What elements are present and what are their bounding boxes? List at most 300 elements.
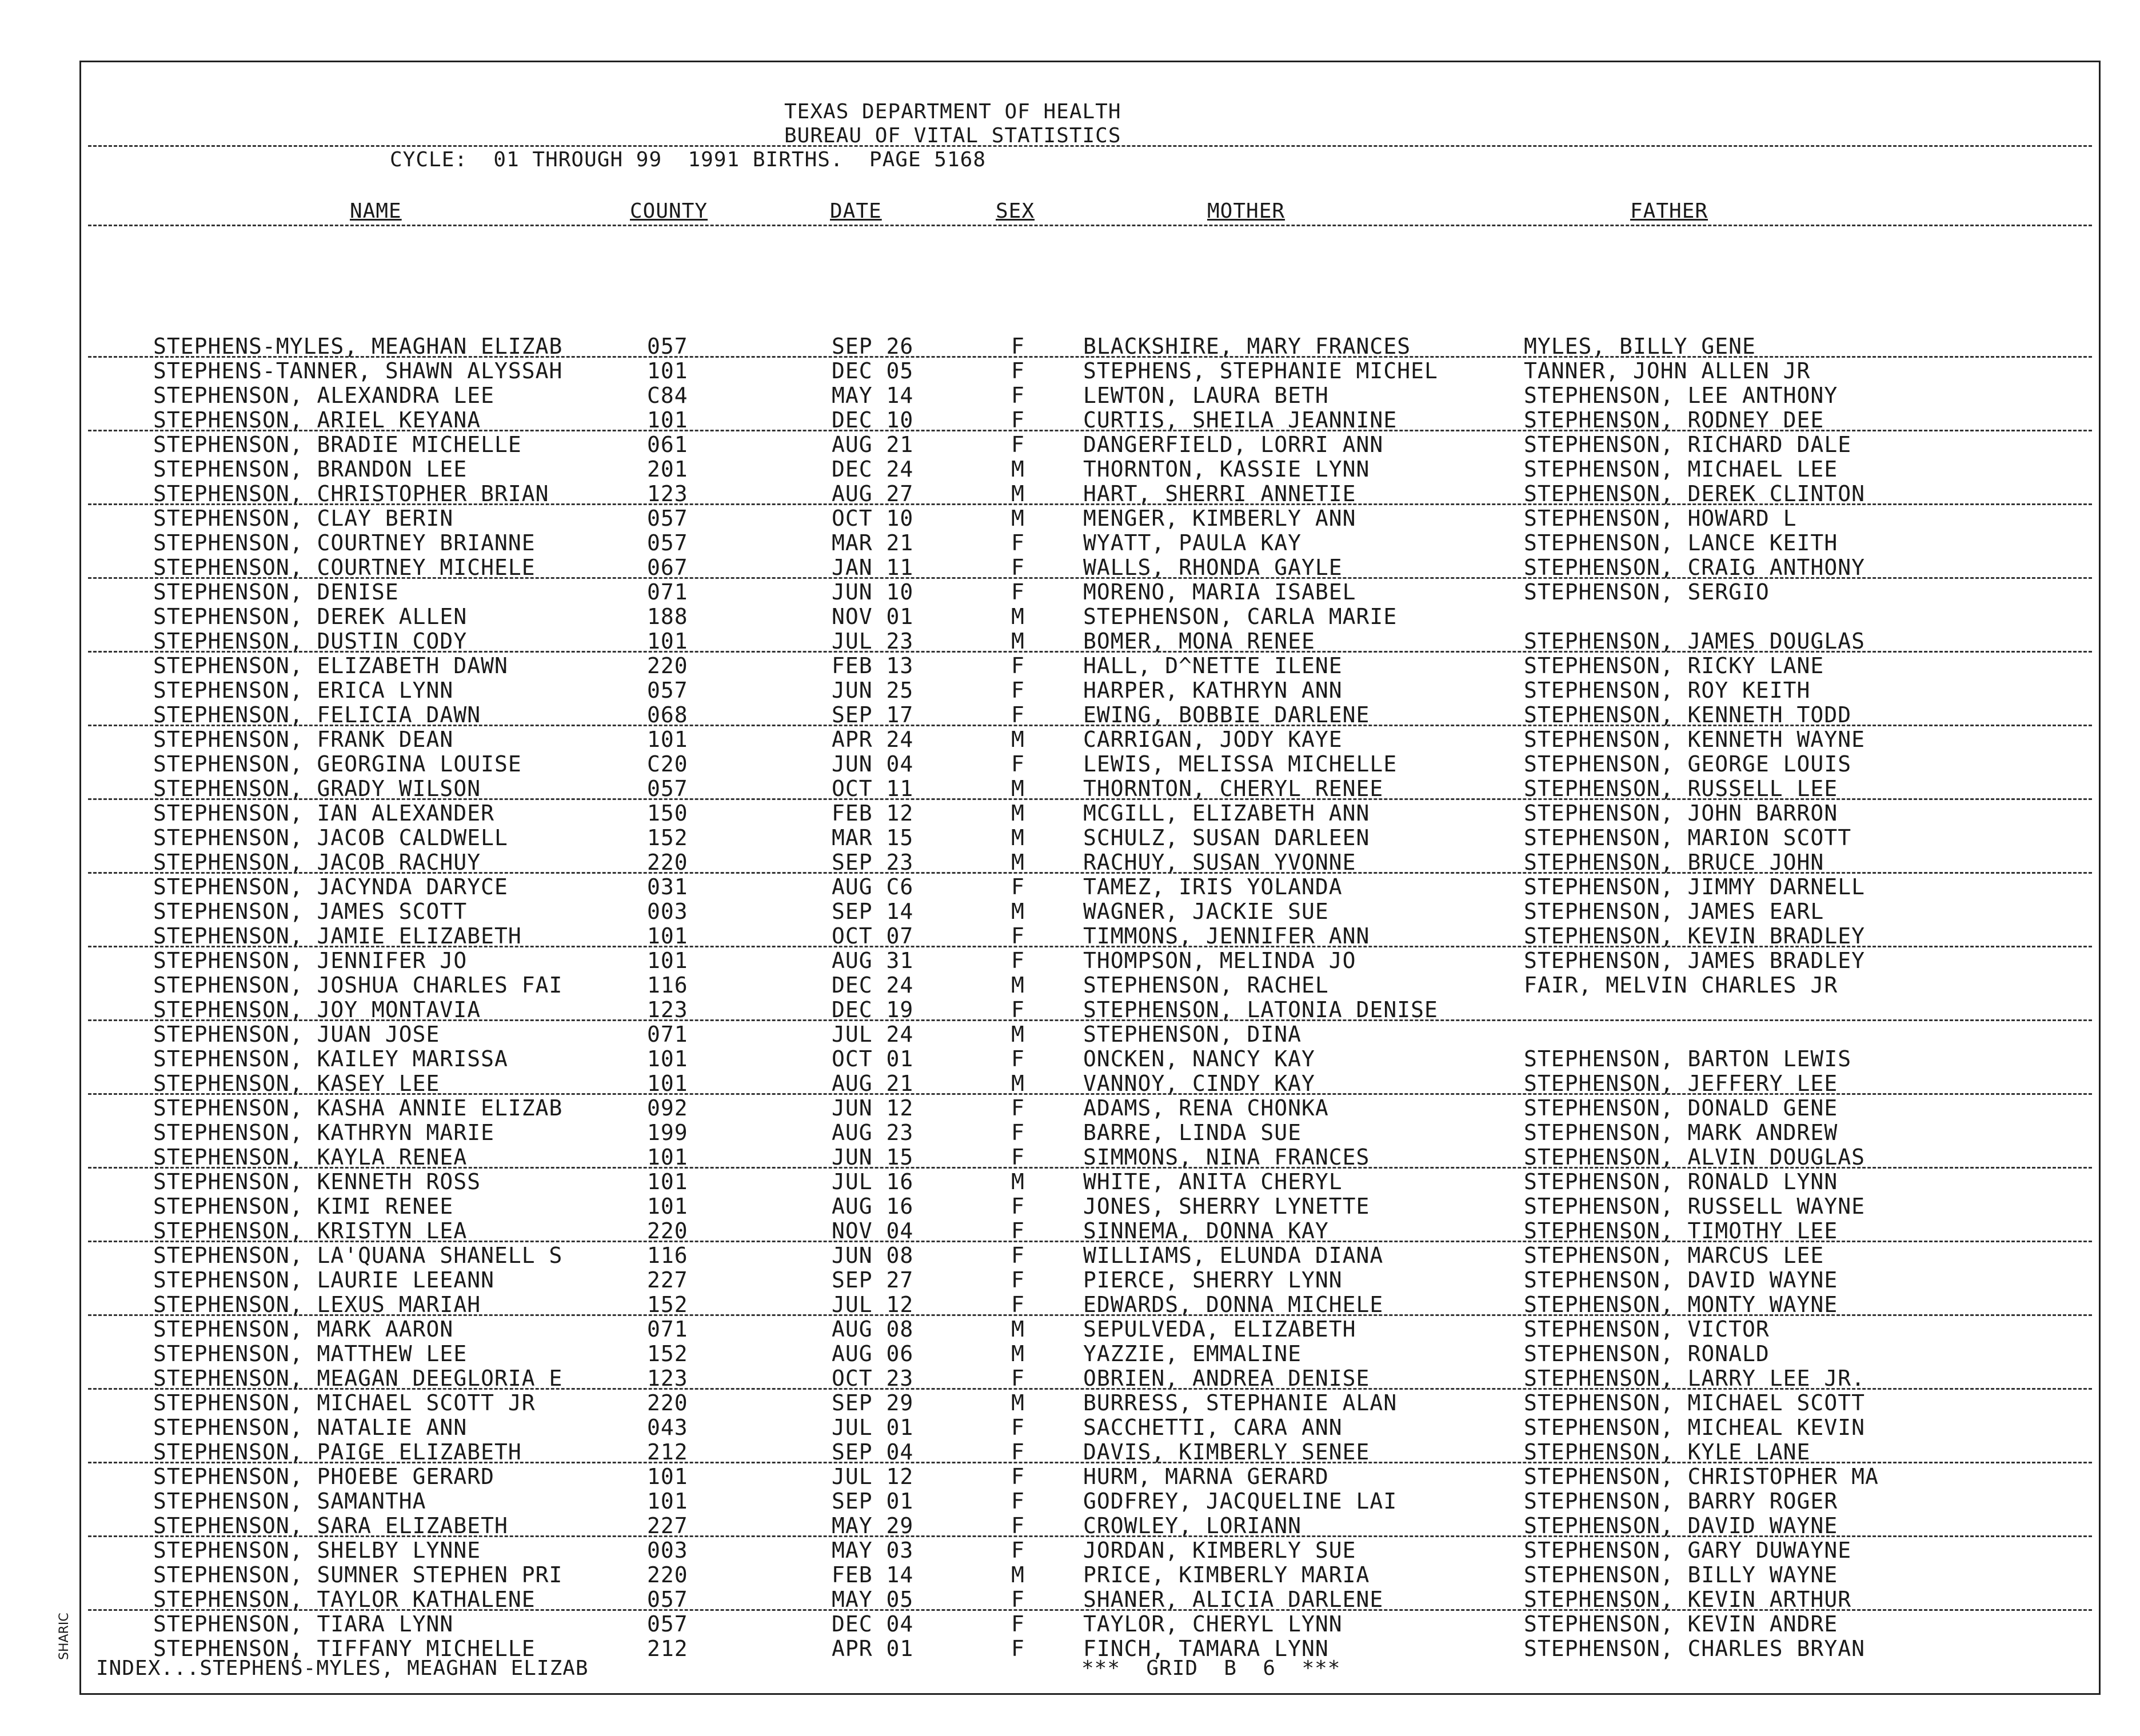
cell-date: JUN 25 bbox=[832, 678, 914, 703]
cell-county: 071 bbox=[647, 579, 688, 605]
cell-name: STEPHENSON, ERICA LYNN bbox=[153, 678, 454, 703]
cell-sex: F bbox=[1011, 1489, 1025, 1514]
cell-father: STEPHENSON, MARK ANDREW bbox=[1524, 1120, 1838, 1145]
cell-father: STEPHENSON, TIMOTHY LEE bbox=[1524, 1218, 1838, 1243]
cell-name: STEPHENSON, KAILEY MARISSA bbox=[153, 1046, 508, 1071]
cell-father: STEPHENSON, DAVID WAYNE bbox=[1524, 1267, 1838, 1293]
cell-sex: F bbox=[1011, 1243, 1025, 1268]
cell-county: 220 bbox=[647, 1390, 688, 1415]
column-header-father: FATHER bbox=[1630, 199, 1708, 223]
cell-name: STEPHENSON, KASEY LEE bbox=[153, 1071, 440, 1096]
cell-father: STEPHENSON, JAMES DOUGLAS bbox=[1524, 629, 1865, 654]
cell-mother: WHITE, ANITA CHERYL bbox=[1083, 1169, 1343, 1194]
cell-county: 101 bbox=[647, 1071, 688, 1096]
cell-father: STEPHENSON, LANCE KEITH bbox=[1524, 530, 1838, 555]
cell-name: STEPHENSON, ALEXANDRA LEE bbox=[153, 383, 494, 408]
cell-sex: F bbox=[1011, 751, 1025, 777]
cell-name: STEPHENSON, DEREK ALLEN bbox=[153, 604, 468, 629]
cell-mother: EWING, BOBBIE DARLENE bbox=[1083, 702, 1370, 727]
cell-date: DEC 05 bbox=[832, 358, 914, 383]
table-row bbox=[81, 899, 2099, 924]
table-row bbox=[81, 433, 2099, 457]
cell-name: STEPHENSON, COURTNEY MICHELE bbox=[153, 555, 536, 580]
table-row bbox=[81, 1022, 2099, 1047]
table-row bbox=[81, 1317, 2099, 1342]
table-row bbox=[81, 629, 2099, 654]
cell-date: MAY 03 bbox=[832, 1538, 914, 1563]
table-row bbox=[81, 531, 2099, 555]
cell-father: STEPHENSON, MICHEAL KEVIN bbox=[1524, 1415, 1865, 1440]
cell-father: STEPHENSON, JIMMY DARNELL bbox=[1524, 874, 1865, 899]
cell-county: 101 bbox=[647, 358, 688, 383]
cell-father: STEPHENSON, CRAIG ANTHONY bbox=[1524, 555, 1865, 580]
report-subtitle: BUREAU OF VITAL STATISTICS bbox=[784, 124, 1121, 147]
cell-father: STEPHENSON, RONALD bbox=[1524, 1341, 1770, 1366]
cell-name: STEPHENSON, BRADIE MICHELLE bbox=[153, 432, 522, 457]
cell-mother: WAGNER, JACKIE SUE bbox=[1083, 899, 1329, 924]
cell-father: STEPHENSON, JAMES EARL bbox=[1524, 899, 1824, 924]
cell-name: STEPHENSON, TIFFANY MICHELLE bbox=[153, 1636, 536, 1661]
cell-father: STEPHENSON, BILLY WAYNE bbox=[1524, 1562, 1838, 1587]
cell-mother: SIMMONS, NINA FRANCES bbox=[1083, 1145, 1370, 1170]
cell-date: JUL 01 bbox=[832, 1415, 914, 1440]
cell-sex: F bbox=[1011, 407, 1025, 433]
cell-father: STEPHENSON, LARRY LEE JR. bbox=[1524, 1366, 1865, 1391]
cell-name: STEPHENSON, MICHAEL SCOTT JR bbox=[153, 1390, 536, 1415]
cell-sex: F bbox=[1011, 334, 1025, 359]
table-row bbox=[81, 703, 2099, 727]
cell-name: STEPHENSON, SHELBY LYNNE bbox=[153, 1538, 481, 1563]
cell-county: 031 bbox=[647, 874, 688, 899]
cell-mother: HARPER, KATHRYN ANN bbox=[1083, 678, 1343, 703]
table-row bbox=[81, 580, 2099, 605]
cell-father: STEPHENSON, GEORGE LOUIS bbox=[1524, 751, 1852, 777]
table-row bbox=[81, 1170, 2099, 1194]
table-row bbox=[81, 457, 2099, 482]
cell-mother: STEPHENS, STEPHANIE MICHEL bbox=[1083, 358, 1438, 383]
cell-mother: MORENO, MARIA ISABEL bbox=[1083, 579, 1356, 605]
cell-date: DEC 10 bbox=[832, 407, 914, 433]
cell-mother: TAMEZ, IRIS YOLANDA bbox=[1083, 874, 1343, 899]
cell-name: STEPHENSON, NATALIE ANN bbox=[153, 1415, 468, 1440]
cell-sex: F bbox=[1011, 1636, 1025, 1661]
cell-sex: M bbox=[1011, 629, 1025, 654]
cell-sex: F bbox=[1011, 555, 1025, 580]
cell-date: AUG 06 bbox=[832, 1341, 914, 1366]
table-row bbox=[81, 1268, 2099, 1293]
cell-father: TANNER, JOHN ALLEN JR bbox=[1524, 358, 1811, 383]
cell-county: 101 bbox=[647, 407, 688, 433]
cell-father: STEPHENSON, RUSSELL LEE bbox=[1524, 776, 1838, 801]
cell-date: NOV 04 bbox=[832, 1218, 914, 1243]
cell-sex: F bbox=[1011, 383, 1025, 408]
cell-mother: BLACKSHIRE, MARY FRANCES bbox=[1083, 334, 1411, 359]
cell-county: 101 bbox=[647, 1169, 688, 1194]
cell-mother: THORNTON, CHERYL RENEE bbox=[1083, 776, 1384, 801]
table-row bbox=[81, 1293, 2099, 1317]
cell-county: 101 bbox=[647, 1046, 688, 1071]
cell-sex: F bbox=[1011, 579, 1025, 605]
cell-date: MAY 05 bbox=[832, 1587, 914, 1612]
table-row bbox=[81, 1440, 2099, 1465]
table-row bbox=[81, 482, 2099, 506]
cell-county: 152 bbox=[647, 1292, 688, 1317]
table-row bbox=[81, 1415, 2099, 1440]
cell-father: MYLES, BILLY GENE bbox=[1524, 334, 1756, 359]
cell-county: 071 bbox=[647, 1317, 688, 1342]
cell-name: STEPHENSON, KRISTYN LEA bbox=[153, 1218, 468, 1243]
cell-date: JUN 08 bbox=[832, 1243, 914, 1268]
cell-father: STEPHENSON, BARRY ROGER bbox=[1524, 1489, 1838, 1514]
cell-name: STEPHENSON, TAYLOR KATHALENE bbox=[153, 1587, 536, 1612]
cell-county: 092 bbox=[647, 1095, 688, 1121]
table-row bbox=[81, 359, 2099, 383]
cell-mother: YAZZIE, EMMALINE bbox=[1083, 1341, 1302, 1366]
cell-date: SEP 23 bbox=[832, 850, 914, 875]
side-mark: SHARIC bbox=[57, 1613, 71, 1660]
cell-date: JUL 12 bbox=[832, 1292, 914, 1317]
cell-name: STEPHENSON, SUMNER STEPHEN PRI bbox=[153, 1562, 563, 1587]
cell-name: STEPHENSON, FRANK DEAN bbox=[153, 727, 454, 752]
table-row bbox=[81, 408, 2099, 433]
cell-county: 201 bbox=[647, 457, 688, 482]
cell-county: 057 bbox=[647, 776, 688, 801]
cell-name: STEPHENSON, KIMI RENEE bbox=[153, 1194, 454, 1219]
cell-name: STEPHENSON, MATTHEW LEE bbox=[153, 1341, 468, 1366]
cell-date: SEP 26 bbox=[832, 334, 914, 359]
column-header-county: COUNTY bbox=[630, 199, 708, 223]
cell-mother: ADAMS, RENA CHONKA bbox=[1083, 1095, 1329, 1121]
cell-date: JUL 12 bbox=[832, 1464, 914, 1489]
cell-sex: F bbox=[1011, 358, 1025, 383]
cell-name: STEPHENSON, JOY MONTAVIA bbox=[153, 997, 481, 1022]
cell-date: OCT 23 bbox=[832, 1366, 914, 1391]
cell-mother: MENGER, KIMBERLY ANN bbox=[1083, 506, 1356, 531]
cell-county: 123 bbox=[647, 481, 688, 506]
cell-sex: F bbox=[1011, 923, 1025, 949]
cell-name: STEPHENSON, JACOB RACHUY bbox=[153, 850, 481, 875]
cell-date: JUN 15 bbox=[832, 1145, 914, 1170]
cell-county: 068 bbox=[647, 702, 688, 727]
cell-mother: BARRE, LINDA SUE bbox=[1083, 1120, 1302, 1145]
table-row bbox=[81, 1047, 2099, 1071]
cell-sex: F bbox=[1011, 678, 1025, 703]
cell-mother: STEPHENSON, RACHEL bbox=[1083, 973, 1329, 998]
cell-name: STEPHENSON, LAURIE LEEANN bbox=[153, 1267, 494, 1293]
cell-mother: GODFREY, JACQUELINE LAI bbox=[1083, 1489, 1398, 1514]
cell-name: STEPHENSON, KASHA ANNIE ELIZAB bbox=[153, 1095, 563, 1121]
table-row bbox=[81, 383, 2099, 408]
cell-county: 123 bbox=[647, 1366, 688, 1391]
cell-father: STEPHENSON, RODNEY DEE bbox=[1524, 407, 1824, 433]
table-row bbox=[81, 334, 2099, 359]
cell-date: FEB 14 bbox=[832, 1562, 914, 1587]
cell-county: 116 bbox=[647, 973, 688, 998]
cell-mother: SHANER, ALICIA DARLENE bbox=[1083, 1587, 1384, 1612]
cell-sex: M bbox=[1011, 899, 1025, 924]
cell-sex: F bbox=[1011, 1120, 1025, 1145]
table-row bbox=[81, 1538, 2099, 1563]
cell-mother: TAYLOR, CHERYL LYNN bbox=[1083, 1611, 1343, 1637]
table-row bbox=[81, 1489, 2099, 1514]
cell-mother: SCHULZ, SUSAN DARLEEN bbox=[1083, 825, 1370, 850]
cell-sex: F bbox=[1011, 1538, 1025, 1563]
cell-father: STEPHENSON, VICTOR bbox=[1524, 1317, 1770, 1342]
cell-date: JAN 11 bbox=[832, 555, 914, 580]
table-row bbox=[81, 1071, 2099, 1096]
cell-sex: M bbox=[1011, 506, 1025, 531]
cell-county: 116 bbox=[647, 1243, 688, 1268]
cell-father: STEPHENSON, MONTY WAYNE bbox=[1524, 1292, 1838, 1317]
cell-father: STEPHENSON, ROY KEITH bbox=[1524, 678, 1811, 703]
report-frame bbox=[79, 61, 2101, 1695]
cell-name: STEPHENSON, TIARA LYNN bbox=[153, 1611, 454, 1637]
cell-name: STEPHENSON, COURTNEY BRIANNE bbox=[153, 530, 536, 555]
cell-mother: ONCKEN, NANCY KAY bbox=[1083, 1046, 1315, 1071]
cell-date: SEP 04 bbox=[832, 1439, 914, 1465]
cell-father: STEPHENSON, BRUCE JOHN bbox=[1524, 850, 1824, 875]
cell-mother: STEPHENSON, CARLA MARIE bbox=[1083, 604, 1398, 629]
cell-county: 101 bbox=[647, 629, 688, 654]
cell-father: FAIR, MELVIN CHARLES JR bbox=[1524, 973, 1838, 998]
birth-records-table bbox=[81, 334, 2099, 1661]
cell-county: 057 bbox=[647, 334, 688, 359]
cell-date: FEB 13 bbox=[832, 653, 914, 678]
cell-mother: SINNEMA, DONNA KAY bbox=[1083, 1218, 1329, 1243]
cell-father: STEPHENSON, KEVIN ARTHUR bbox=[1524, 1587, 1852, 1612]
cell-date: SEP 17 bbox=[832, 702, 914, 727]
cell-father: STEPHENSON, KYLE LANE bbox=[1524, 1439, 1811, 1465]
table-row bbox=[81, 998, 2099, 1022]
cell-date: AUG 27 bbox=[832, 481, 914, 506]
cell-mother: BURRESS, STEPHANIE ALAN bbox=[1083, 1390, 1398, 1415]
table-row bbox=[81, 678, 2099, 703]
cell-sex: F bbox=[1011, 1513, 1025, 1538]
cell-mother: LEWIS, MELISSA MICHELLE bbox=[1083, 751, 1398, 777]
cell-name: STEPHENS-TANNER, SHAWN ALYSSAH bbox=[153, 358, 563, 383]
table-row bbox=[81, 1514, 2099, 1538]
cell-date: FEB 12 bbox=[832, 801, 914, 826]
cell-name: STEPHENSON, BRANDON LEE bbox=[153, 457, 468, 482]
report-title: TEXAS DEPARTMENT OF HEALTH bbox=[784, 100, 1121, 123]
cell-sex: M bbox=[1011, 1169, 1025, 1194]
cell-sex: F bbox=[1011, 1611, 1025, 1637]
cell-county: 057 bbox=[647, 530, 688, 555]
column-header-sex: SEX bbox=[996, 199, 1035, 223]
table-row bbox=[81, 924, 2099, 949]
table-row bbox=[81, 875, 2099, 899]
cell-father: STEPHENSON, KEVIN BRADLEY bbox=[1524, 923, 1865, 949]
cell-county: 152 bbox=[647, 1341, 688, 1366]
cell-father: STEPHENSON, RICKY LANE bbox=[1524, 653, 1824, 678]
table-row bbox=[81, 1342, 2099, 1366]
cell-date: AUG 21 bbox=[832, 432, 914, 457]
cell-date: MAR 15 bbox=[832, 825, 914, 850]
cell-sex: F bbox=[1011, 1046, 1025, 1071]
cell-sex: M bbox=[1011, 1341, 1025, 1366]
table-row bbox=[81, 555, 2099, 580]
table-row bbox=[81, 1587, 2099, 1612]
cell-date: SEP 29 bbox=[832, 1390, 914, 1415]
cell-county: 057 bbox=[647, 1611, 688, 1637]
table-row bbox=[81, 1563, 2099, 1587]
cell-sex: M bbox=[1011, 1071, 1025, 1096]
cell-father: STEPHENSON, MARCUS LEE bbox=[1524, 1243, 1824, 1268]
cell-date: APR 01 bbox=[832, 1636, 914, 1661]
cell-sex: F bbox=[1011, 948, 1025, 973]
cell-sex: M bbox=[1011, 801, 1025, 826]
cell-sex: F bbox=[1011, 1095, 1025, 1121]
cell-mother: FINCH, TAMARA LYNN bbox=[1083, 1636, 1329, 1661]
cell-county: 057 bbox=[647, 506, 688, 531]
cell-mother: MCGILL, ELIZABETH ANN bbox=[1083, 801, 1370, 826]
cell-county: 101 bbox=[647, 1145, 688, 1170]
cell-name: STEPHENSON, CLAY BERIN bbox=[153, 506, 454, 531]
table-row bbox=[81, 1194, 2099, 1219]
cell-name: STEPHENSON, DENISE bbox=[153, 579, 399, 605]
cell-sex: F bbox=[1011, 702, 1025, 727]
table-row bbox=[81, 777, 2099, 801]
table-row bbox=[81, 1219, 2099, 1243]
cell-date: SEP 01 bbox=[832, 1489, 914, 1514]
cell-father: STEPHENSON, GARY DUWAYNE bbox=[1524, 1538, 1852, 1563]
cell-name: STEPHENSON, GEORGINA LOUISE bbox=[153, 751, 522, 777]
cell-name: STEPHENSON, KAYLA RENEA bbox=[153, 1145, 468, 1170]
cell-name: STEPHENSON, ELIZABETH DAWN bbox=[153, 653, 508, 678]
table-row bbox=[81, 1465, 2099, 1489]
cell-father: STEPHENSON, MARION SCOTT bbox=[1524, 825, 1852, 850]
cell-mother: WYATT, PAULA KAY bbox=[1083, 530, 1302, 555]
cell-mother: CROWLEY, LORIANN bbox=[1083, 1513, 1302, 1538]
cell-sex: M bbox=[1011, 604, 1025, 629]
cell-father: STEPHENSON, KENNETH WAYNE bbox=[1524, 727, 1865, 752]
table-row bbox=[81, 1096, 2099, 1121]
cell-mother: JORDAN, KIMBERLY SUE bbox=[1083, 1538, 1356, 1563]
cell-mother: LEWTON, LAURA BETH bbox=[1083, 383, 1329, 408]
cell-name: STEPHENSON, LEXUS MARIAH bbox=[153, 1292, 481, 1317]
cell-county: 003 bbox=[647, 899, 688, 924]
table-row bbox=[81, 727, 2099, 752]
cell-sex: M bbox=[1011, 1562, 1025, 1587]
cell-mother: DAVIS, KIMBERLY SENEE bbox=[1083, 1439, 1370, 1465]
cell-mother: DANGERFIELD, LORRI ANN bbox=[1083, 432, 1384, 457]
cell-mother: HALL, D^NETTE ILENE bbox=[1083, 653, 1343, 678]
table-row bbox=[81, 1391, 2099, 1415]
cell-county: 220 bbox=[647, 1562, 688, 1587]
cell-name: STEPHENSON, GRADY WILSON bbox=[153, 776, 481, 801]
column-header-name: NAME bbox=[350, 199, 402, 223]
cell-mother: STEPHENSON, LATONIA DENISE bbox=[1083, 997, 1438, 1022]
table-row bbox=[81, 973, 2099, 998]
cell-date: DEC 24 bbox=[832, 457, 914, 482]
cell-mother: OBRIEN, ANDREA DENISE bbox=[1083, 1366, 1370, 1391]
cell-date: JUL 16 bbox=[832, 1169, 914, 1194]
cell-father: STEPHENSON, MICHAEL LEE bbox=[1524, 457, 1838, 482]
cell-county: C20 bbox=[647, 751, 688, 777]
cell-sex: M bbox=[1011, 1022, 1025, 1047]
cell-mother: HART, SHERRI ANNETIE bbox=[1083, 481, 1356, 506]
cell-father: STEPHENSON, RUSSELL WAYNE bbox=[1524, 1194, 1865, 1219]
cell-name: STEPHENSON, JACYNDA DARYCE bbox=[153, 874, 508, 899]
cell-date: JUN 12 bbox=[832, 1095, 914, 1121]
cell-date: DEC 04 bbox=[832, 1611, 914, 1637]
cell-father: STEPHENSON, JEFFERY LEE bbox=[1524, 1071, 1838, 1096]
index-footer: INDEX...STEPHENS-MYLES, MEAGHAN ELIZAB bbox=[96, 1657, 589, 1680]
cell-name: STEPHENSON, CHRISTOPHER BRIAN bbox=[153, 481, 549, 506]
table-row bbox=[81, 1243, 2099, 1268]
cell-mother: THORNTON, KASSIE LYNN bbox=[1083, 457, 1370, 482]
cell-sex: F bbox=[1011, 1464, 1025, 1489]
cell-mother: STEPHENSON, DINA bbox=[1083, 1022, 1302, 1047]
cell-father: STEPHENSON, LEE ANTHONY bbox=[1524, 383, 1838, 408]
cell-date: DEC 19 bbox=[832, 997, 914, 1022]
cell-sex: M bbox=[1011, 825, 1025, 850]
cell-name: STEPHENSON, PAIGE ELIZABETH bbox=[153, 1439, 522, 1465]
cell-sex: F bbox=[1011, 1439, 1025, 1465]
cell-name: STEPHENS-MYLES, MEAGHAN ELIZAB bbox=[153, 334, 563, 359]
cell-name: STEPHENSON, SARA ELIZABETH bbox=[153, 1513, 508, 1538]
table-row bbox=[81, 1145, 2099, 1170]
cell-name: STEPHENSON, FELICIA DAWN bbox=[153, 702, 481, 727]
cell-name: STEPHENSON, JUAN JOSE bbox=[153, 1022, 440, 1047]
cell-sex: F bbox=[1011, 1292, 1025, 1317]
cell-sex: F bbox=[1011, 530, 1025, 555]
cell-date: APR 24 bbox=[832, 727, 914, 752]
cell-date: OCT 01 bbox=[832, 1046, 914, 1071]
cell-county: 220 bbox=[647, 653, 688, 678]
cell-mother: CURTIS, SHEILA JEANNINE bbox=[1083, 407, 1398, 433]
cell-county: 150 bbox=[647, 801, 688, 826]
cell-date: AUG C6 bbox=[832, 874, 914, 899]
cell-county: 220 bbox=[647, 850, 688, 875]
cell-sex: F bbox=[1011, 1415, 1025, 1440]
cell-county: 188 bbox=[647, 604, 688, 629]
cell-name: STEPHENSON, LA'QUANA SHANELL S bbox=[153, 1243, 563, 1268]
cell-name: STEPHENSON, KENNETH ROSS bbox=[153, 1169, 481, 1194]
table-row bbox=[81, 752, 2099, 777]
cell-father: STEPHENSON, KEVIN ANDRE bbox=[1524, 1611, 1838, 1637]
table-row bbox=[81, 850, 2099, 875]
cell-county: 067 bbox=[647, 555, 688, 580]
cell-mother: PIERCE, SHERRY LYNN bbox=[1083, 1267, 1343, 1293]
cell-father: STEPHENSON, ALVIN DOUGLAS bbox=[1524, 1145, 1865, 1170]
cell-father: STEPHENSON, JOHN BARRON bbox=[1524, 801, 1838, 826]
cell-county: 212 bbox=[647, 1636, 688, 1661]
table-row bbox=[81, 801, 2099, 826]
cell-date: OCT 07 bbox=[832, 923, 914, 949]
cell-date: DEC 24 bbox=[832, 973, 914, 998]
table-row bbox=[81, 1121, 2099, 1145]
cell-sex: F bbox=[1011, 1145, 1025, 1170]
cell-county: 071 bbox=[647, 1022, 688, 1047]
cell-father: STEPHENSON, HOWARD L bbox=[1524, 506, 1797, 531]
cell-county: 043 bbox=[647, 1415, 688, 1440]
cell-date: AUG 23 bbox=[832, 1120, 914, 1145]
cell-county: 101 bbox=[647, 727, 688, 752]
cell-sex: M bbox=[1011, 457, 1025, 482]
cell-mother: SACCHETTI, CARA ANN bbox=[1083, 1415, 1343, 1440]
cell-name: STEPHENSON, JACOB CALDWELL bbox=[153, 825, 508, 850]
cell-name: STEPHENSON, DUSTIN CODY bbox=[153, 629, 468, 654]
table-row bbox=[81, 654, 2099, 678]
grid-footer: *** GRID B 6 *** bbox=[1081, 1657, 1341, 1680]
cell-name: STEPHENSON, IAN ALEXANDER bbox=[153, 801, 494, 826]
cell-county: 227 bbox=[647, 1267, 688, 1293]
cell-father: STEPHENSON, CHRISTOPHER MA bbox=[1524, 1464, 1879, 1489]
cell-date: MAR 21 bbox=[832, 530, 914, 555]
table-row bbox=[81, 949, 2099, 973]
header-divider bbox=[88, 145, 2092, 147]
